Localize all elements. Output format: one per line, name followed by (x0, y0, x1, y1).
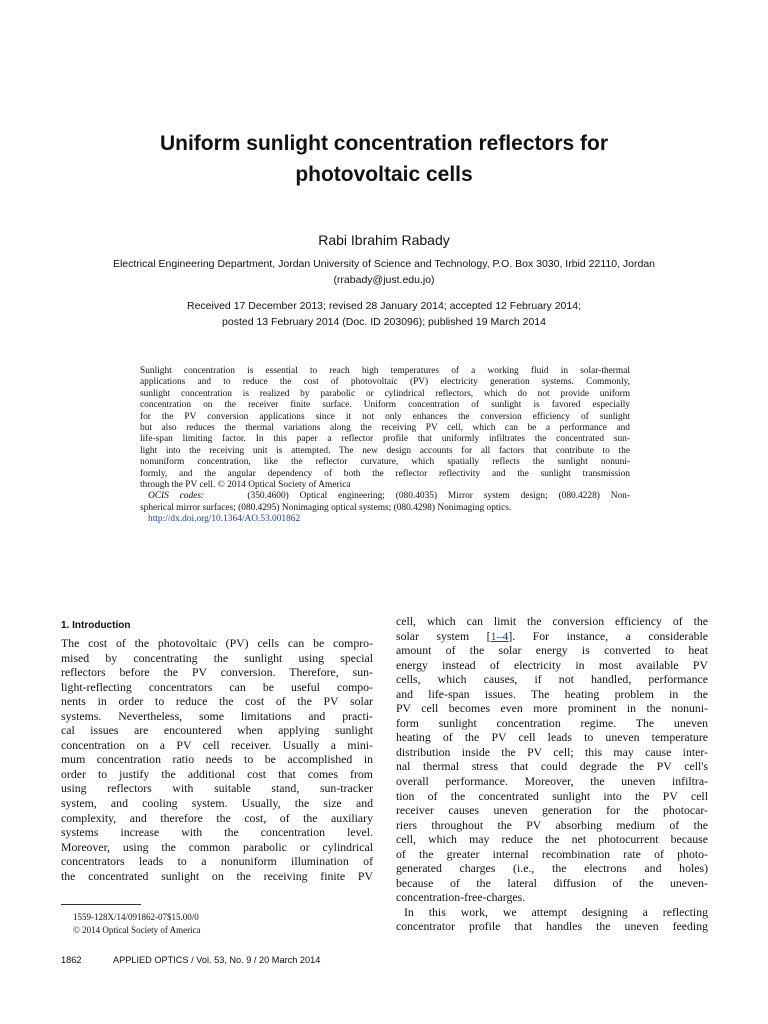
affiliation (60, 256, 708, 288)
body-line: cell, which may reduce the net photocurrent because (396, 832, 708, 847)
abstract-line: for the PV conversion applications since it not only enhances the conversion efficiency of sunlight (140, 411, 630, 422)
body-line: concentration on a PV cell receiver. Usually a mini- (61, 737, 373, 752)
body-line: systems increase with the concentration level. (61, 825, 373, 840)
text-after-citation: ]. For instance, a considerable (508, 628, 709, 643)
abstract-line: applications and to reduce the cost of photovoltaic (PV) electricity generation systems. Commonly, (140, 377, 630, 388)
body-line: cells, which causes, if not handled, performance (396, 672, 708, 687)
abstract-line: concentration on the receiver finite surface. Uniform concentration of sunlight is favored especially (140, 400, 630, 411)
body-line: Moreover, using the common parabolic or cylindrical (61, 839, 373, 854)
page-footer (61, 955, 711, 965)
body-line: using reflectors with suitable stand, sun-tracker (61, 781, 373, 796)
received-line-2: posted 13 February 2014 (Doc. ID 203096); published 19 March 2014 (222, 316, 546, 328)
author-email[interactable]: (rrabady@just.edu.jo) (333, 274, 435, 286)
body-line: heating of the PV cell leads to uneven temperature (396, 730, 708, 745)
author-name: Rabi Ibrahim Rabady (318, 232, 450, 248)
body-line: The cost of the photovoltaic (PV) cells can be compro- (61, 636, 373, 650)
body-line: concentrators leads to a nonuniform illumination of (61, 854, 373, 869)
ocis-label: OCIS codes: (148, 491, 205, 502)
ocis-line-2: spherical mirror surfaces; (080.4295) Nonimaging optical systems; (080.4298) Nonimaging optics. (140, 502, 512, 513)
body-line: overall performance. Moreover, the uneven infiltra- (396, 774, 708, 789)
doi-link[interactable]: http://dx.doi.org/10.1364/AO.53.001862 (148, 514, 301, 525)
body-line: concentration-free-charges. (396, 890, 526, 905)
ocis-codes (140, 491, 630, 502)
received-line-1: Received 17 December 2013; revised 28 January 2014; accepted 12 February 2014; (187, 300, 581, 312)
body-line: system, and cooling system. Usually, the size and (61, 796, 373, 811)
body-line: of the greater internal recombination rate of photo- (396, 846, 708, 861)
left-column (61, 620, 373, 883)
body-line: distribution inside the PV cell; this may cause inter- (396, 744, 708, 759)
footnote-issn: 1559-128X/14/091862-07$15.00/0 (73, 912, 199, 922)
body-line: riers throughout the PV absorbing medium of the (396, 817, 708, 832)
abstract-line: sunlight concentration is realized by parabolic or cylindrical reflectors, which do not provide uniform (140, 388, 630, 399)
footnote-copyright: © 2014 Optical Society of America (73, 925, 201, 935)
abstract-line: but also reduces the thermal variations along the receiving PV cell, which can be a performance and (140, 423, 630, 434)
abstract (140, 366, 630, 526)
body-line: mum concentration ratio needs to be accomplished in (61, 752, 373, 767)
body-line: complexity, and therefore the cost, of the auxiliary (61, 810, 373, 825)
abstract-line: Sunlight concentration is essential to reach high temperatures of a working fluid in solar-thermal (140, 366, 630, 376)
body-line: energy instead of electricity in most available PV (396, 657, 708, 672)
body-line: In this work, we attempt designing a reflecting (404, 904, 708, 919)
body-line: amount of the solar energy is converted to heat (396, 643, 708, 658)
title-line-1: Uniform sunlight concentration reflectors for (159, 132, 609, 155)
body-line: order to justify the additional cost that comes from (61, 766, 373, 781)
body-line: concentrator profile that handles the uneven feeding (396, 919, 708, 934)
body-line-with-citation (396, 629, 708, 644)
abstract-line: through the PV cell. © 2014 Optical Society of America (140, 480, 351, 491)
body-line: cal issues are encountered when applying sunlight (61, 723, 373, 738)
paper-title (0, 128, 768, 190)
page-number: 1862 (61, 955, 82, 965)
abstract-line: formly, and the angular dependency of both the reflector reflectivity and the sunlight transmission (140, 468, 630, 479)
body-line: light-reflecting concentrators can be useful compo- (61, 679, 373, 694)
body-line: mised by concentrating the sunlight using special (61, 650, 373, 665)
body-line: nents in order to reduce the cost of the PV solar (61, 694, 373, 709)
citation-link[interactable]: 1–4 (490, 628, 509, 643)
body-line: reflectors before the PV conversion. Therefore, sun- (61, 665, 373, 680)
body-line: systems. Nevertheless, some limitations and practi- (61, 708, 373, 723)
abstract-line: nonuniform concentration, like the reflector curvature, which spatially reflects the sunlight nonuni- (140, 457, 630, 468)
affiliation-line-1: Electrical Engineering Department, Jordan University of Science and Technology, P.O. Box 3030, Irbid 22110, Jordan (112, 258, 656, 270)
abstract-line: light into the receiving unit is attempted. The new design accounts for all factors that contribute to the (140, 445, 630, 456)
body-line: receiver causes uneven generation for the photocar- (396, 803, 708, 818)
body-line: the concentrated sunlight on the receiving finite PV (61, 868, 373, 883)
body-line: form sunlight concentration regime. The uneven (396, 715, 708, 730)
footnote-divider (61, 904, 141, 905)
abstract-line: life-span limiting factor. In this paper a reflector profile that uniformly infiltrates the concentrated sun- (140, 434, 630, 445)
body-line: nal thermal stress that could degrade the PV cell's (396, 759, 708, 774)
copyright-footnote (73, 911, 373, 937)
ocis-line-1: (350.4600) Optical engineering; (080.4035) Mirror system design; (080.4228) Non- (247, 491, 630, 502)
text-before-citation: solar system [ (396, 628, 491, 643)
received-dates (90, 298, 678, 330)
body-line: generated charges (i.e., the electrons and holes) (396, 861, 708, 876)
section-heading: 1. Introduction (61, 620, 131, 631)
body-line: because of the lateral diffusion of the uneven- (396, 875, 708, 890)
right-column (396, 614, 708, 934)
body-line: cell, which can limit the conversion efficiency of the (396, 614, 708, 628)
body-line: PV cell becomes even more prominent in the nonuni- (396, 701, 708, 716)
journal-info: APPLIED OPTICS / Vol. 53, No. 9 / 20 March 2014 (113, 955, 321, 965)
title-line-2: photovoltaic cells (295, 163, 473, 186)
body-line: and life-span issues. The heating problem in the (396, 686, 708, 701)
body-line: tion of the concentrated sunlight into the PV cell (396, 788, 708, 803)
